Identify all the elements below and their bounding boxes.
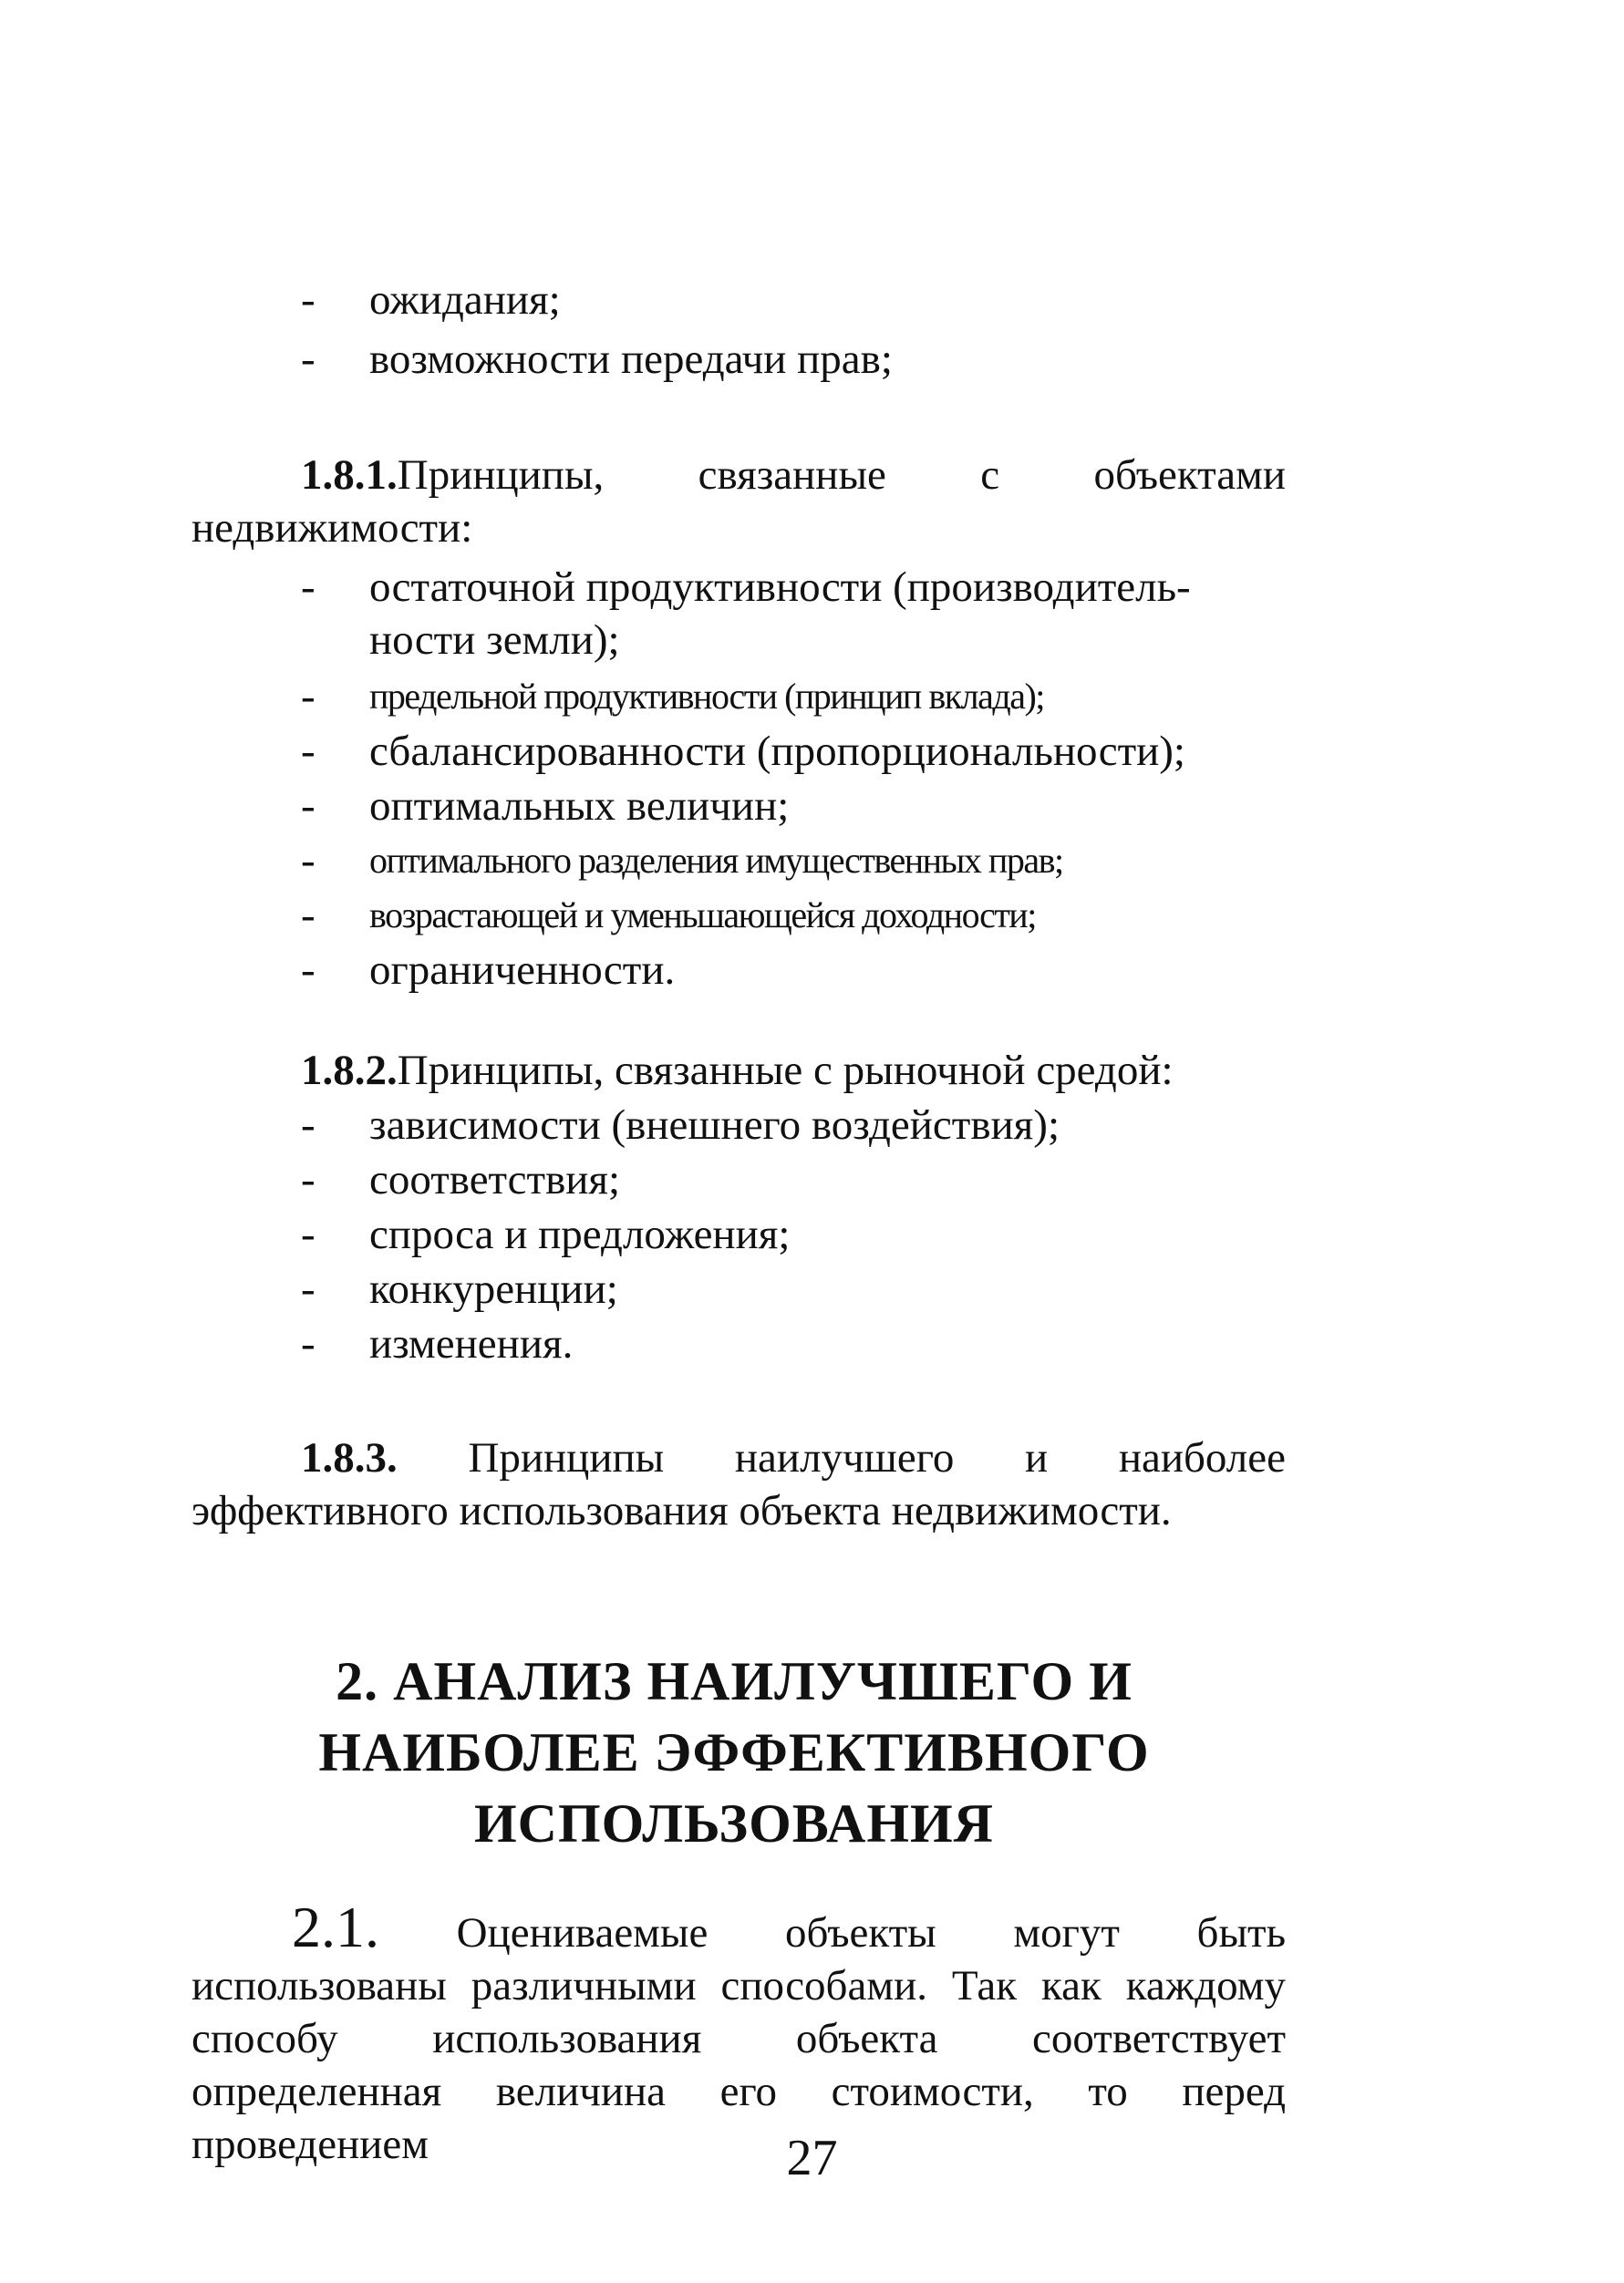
paragraph-text: Оцениваемые объекты могут быть использованы различными способами. Так как каждому способу использования объекта соответствует определенная величина его стоимости, то перед проведением xyxy=(191,1909,1286,2168)
list-dash: - xyxy=(301,1320,315,1368)
list-dash: - xyxy=(301,728,315,775)
paragraph-1-8-1 xyxy=(191,449,1286,554)
list-item: остаточной продуктивности (производитель- xyxy=(369,563,1191,611)
list-dash: - xyxy=(301,1265,315,1313)
list-item: спроса и предложения; xyxy=(369,1211,791,1258)
list-item: оптимального разделения имущественных прав; xyxy=(369,840,1063,881)
list-item: конкуренции; xyxy=(369,1265,618,1313)
list-item: ожидания; xyxy=(369,276,561,324)
list-item: предельной продуктивности (принцип вклада); xyxy=(369,676,1044,717)
chapter-heading-line: 2. АНАЛИЗ НАИЛУЧШЕГО И xyxy=(336,1651,1133,1711)
section-number: 1.8.1. xyxy=(301,451,398,499)
list-item: сбалансированности (пропорциональности); xyxy=(369,728,1185,775)
page-number: 27 xyxy=(786,2130,838,2186)
list-dash: - xyxy=(301,276,315,324)
list-dash: - xyxy=(301,563,315,611)
list-dash: - xyxy=(301,1101,315,1149)
paragraph-1-8-3 xyxy=(191,1431,1286,1537)
list-dash: - xyxy=(301,892,315,939)
chapter-heading-line: НАИБОЛЕЕ ЭФФЕКТИВНОГО xyxy=(318,1722,1150,1782)
chapter-heading-line: ИСПОЛЬЗОВАНИЯ xyxy=(473,1793,995,1854)
list-item: возможности передачи прав; xyxy=(369,336,893,383)
list-item: возрастающей и уменьшающейся доходности; xyxy=(369,894,1036,935)
chapter-heading xyxy=(182,1646,1286,1859)
list-item: соответствия; xyxy=(369,1156,621,1203)
list-item-continuation: ности земли); xyxy=(369,616,620,664)
list-item: изменения. xyxy=(369,1320,574,1368)
section-number: 1.8.3. xyxy=(301,1434,398,1482)
list-dash: - xyxy=(301,673,315,720)
paragraph-text: Принципы, связанные с рыночной средой: xyxy=(397,1047,1174,1094)
list-item: оптимальных величин; xyxy=(369,782,790,830)
list-item: ограниченности. xyxy=(369,946,676,994)
section-number: 2.1. xyxy=(292,1895,379,1959)
list-dash: - xyxy=(301,1156,315,1203)
list-item: зависимости (внешнего воздействия); xyxy=(369,1101,1060,1149)
paragraph-1-8-2 xyxy=(301,1044,1174,1097)
list-dash: - xyxy=(301,336,315,383)
list-dash: - xyxy=(301,837,315,884)
list-dash: - xyxy=(301,1211,315,1258)
paragraph-text: Принципы наилучшего и наиболее эффективного использования объекта недвижимости. xyxy=(191,1434,1286,1534)
list-dash: - xyxy=(301,946,315,994)
list-dash: - xyxy=(301,782,315,830)
paragraph-text: Принципы, связанные с объектами недвижимости: xyxy=(191,451,1286,552)
section-number: 1.8.2. xyxy=(301,1047,398,1094)
